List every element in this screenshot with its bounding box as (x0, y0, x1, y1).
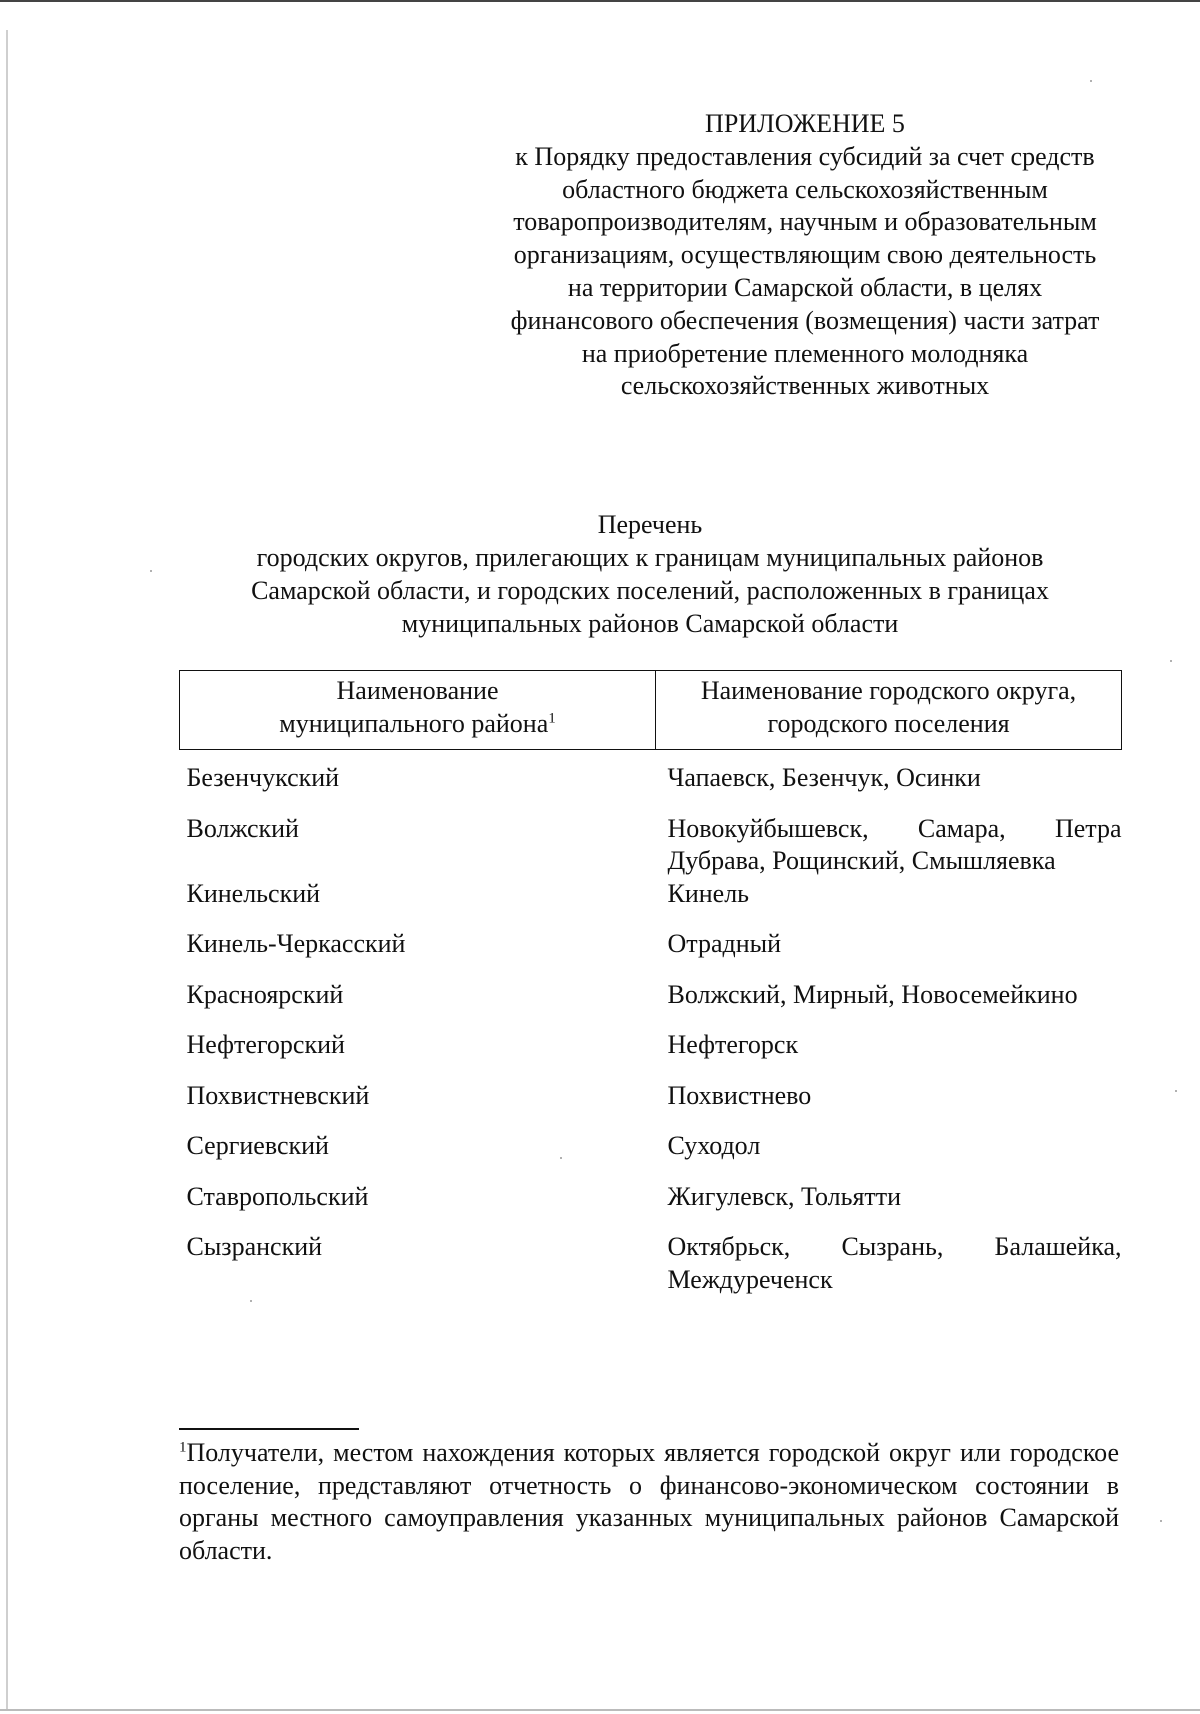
table-row (180, 1112, 1122, 1163)
list-subtitle (200, 541, 1100, 640)
scan-speck (150, 570, 152, 572)
district-cell: Красноярский (186, 979, 344, 1009)
district-cell: Похвистневский (186, 1080, 370, 1110)
column-header-line: Наименование (336, 676, 499, 705)
table-row (180, 961, 1122, 1012)
scan-speck (560, 1157, 562, 1159)
settlement-cell: Жигулевск, Тольятти (667, 1181, 902, 1211)
appendix-text (475, 141, 1135, 403)
table-row (180, 1011, 1122, 1062)
scan-speck (1160, 1520, 1162, 1522)
scan-edge-bottom (0, 1709, 1200, 1711)
footnote-divider (179, 1428, 359, 1430)
district-cell: Волжский (186, 813, 299, 843)
column-header-district (180, 671, 656, 750)
district-cell: Нефтегорский (186, 1030, 345, 1059)
appendix-heading: ПРИЛОЖЕНИЕ 5 (705, 109, 905, 138)
districts-table (179, 670, 1122, 1296)
appendix-line: областного бюджета сельскохозяйственным (562, 174, 1048, 204)
scan-speck (1090, 80, 1092, 82)
list-title-block (150, 508, 1150, 640)
column-header-text: муниципального района (279, 708, 549, 738)
settlement-cell: Октябрьск, Сызрань, Балашейка, Междуреченск (667, 1232, 1122, 1294)
appendix-block (470, 108, 1140, 403)
column-header-line: городского поселения (767, 708, 1010, 738)
column-header-line: Наименование городского округа, (700, 676, 1077, 705)
table-row (180, 910, 1122, 961)
appendix-line: товаропроизводителям, научным и образовательным (513, 207, 1097, 237)
district-cell: Сергиевский (186, 1131, 329, 1160)
scan-edge-left (6, 30, 8, 1710)
table-header-row (180, 671, 1122, 750)
list-subtitle-line: городских округов, прилегающих к границам муниципальных районов (256, 543, 1044, 572)
table-row (180, 878, 1122, 911)
column-header-settlement (656, 671, 1122, 750)
table-row (180, 1062, 1122, 1113)
settlement-cell: Суходол (667, 1131, 761, 1160)
list-subtitle-line: Самарской области, и городских поселений, расположенных в границах (251, 576, 1049, 605)
district-cell: Кинель-Черкасский (186, 929, 406, 958)
table-row (180, 795, 1122, 878)
district-cell: Безенчукский (186, 763, 340, 792)
district-cell: Ставропольский (186, 1181, 369, 1211)
appendix-line: финансового обеспечения (возмещения) части затрат (510, 305, 1100, 335)
appendix-line: сельскохозяйственных животных (620, 371, 990, 401)
settlement-cell: Кинель (667, 878, 750, 908)
settlement-cell: Новокуйбышевск, Самара, Петра Дубрава, Рощинский, Смышляевка (667, 813, 1122, 875)
scan-speck (250, 1300, 252, 1302)
list-subtitle-line: муниципальных районов Самарской области (401, 609, 899, 638)
settlement-cell: Отрадный (667, 929, 782, 958)
table-row (180, 750, 1122, 795)
table-row (180, 1213, 1122, 1296)
footnote (179, 1437, 1119, 1567)
district-cell: Сызранский (186, 1232, 323, 1261)
scan-speck (1175, 1090, 1177, 1092)
footnote-text: Получатели, местом нахождения которых является городской округ или городское поселение, представляют отчетность о финансово-экономическом состоянии в органы местного самоуправления указанных муниципальных районов Самарской области. (179, 1438, 1119, 1565)
settlement-cell: Похвистнево (667, 1080, 812, 1110)
settlement-cell: Нефтегорск (667, 1030, 799, 1059)
footnote-marker: 1 (179, 1439, 187, 1456)
appendix-line: организациям, осуществляющим свою деятельность (513, 240, 1097, 270)
column-header-line (190, 708, 645, 741)
appendix-line: на приобретение племенного молодняка (581, 338, 1029, 368)
settlement-cell: Волжский, Мирный, Новосемейкино (667, 979, 1078, 1009)
list-title: Перечень (597, 510, 703, 539)
footnote-ref: 1 (548, 709, 556, 726)
scan-speck (1170, 660, 1172, 662)
appendix-line: к Порядку предоставления субсидий за счет средств (515, 141, 1095, 171)
scan-edge-top (0, 0, 1200, 2)
settlement-cell: Чапаевск, Безенчук, Осинки (667, 763, 981, 792)
district-cell: Кинельский (186, 878, 321, 908)
appendix-line: на территории Самарской области, в целях (567, 272, 1043, 302)
table-row (180, 1163, 1122, 1214)
